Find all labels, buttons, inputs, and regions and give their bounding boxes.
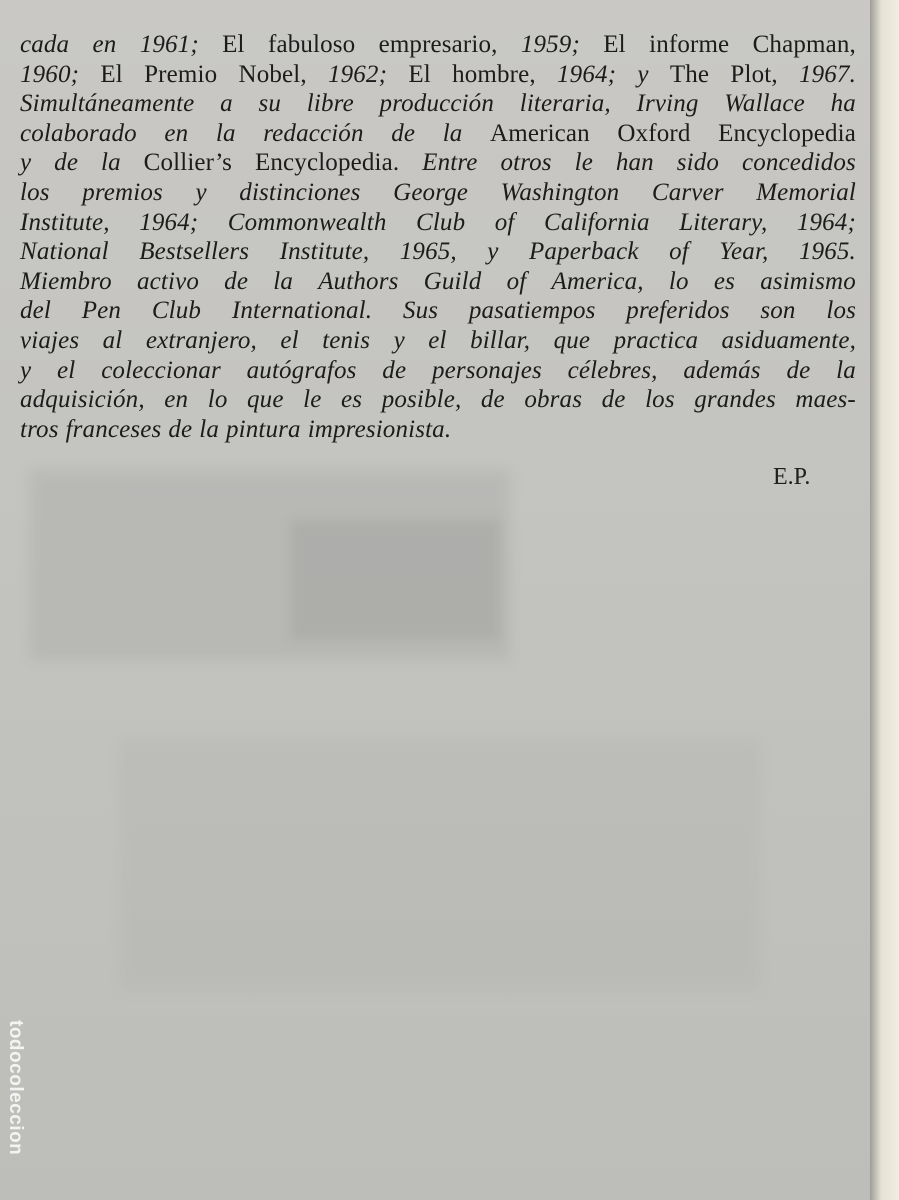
text-word: la (101, 149, 121, 177)
text-word: 1960; (20, 60, 80, 88)
text-word: Plot, (730, 60, 778, 88)
text-word: los (826, 297, 856, 325)
text-word: The (669, 60, 710, 88)
text-word: tros (20, 415, 59, 443)
text-word: preferidos (626, 297, 730, 325)
text-word: Memorial (756, 178, 856, 206)
text-word: Collier’s (143, 149, 233, 177)
text-line (20, 237, 856, 267)
text-word: distinciones (239, 178, 361, 206)
text-word: Institute, (20, 208, 110, 236)
text-word: Wallace (724, 90, 805, 118)
text-word: además (683, 356, 761, 384)
text-word: pintura (226, 415, 301, 443)
text-word: National (20, 238, 109, 266)
text-word: fabuloso (267, 31, 356, 58)
text-word: sido (676, 149, 720, 177)
text-line (20, 60, 856, 90)
text-word: los (645, 386, 675, 414)
text-word: es (341, 386, 363, 414)
text-line (20, 208, 856, 238)
text-word: y (195, 178, 207, 206)
text-word: George (393, 178, 469, 206)
text-word: of (506, 267, 527, 295)
text-word: Authors (318, 267, 399, 295)
text-word: de (480, 386, 505, 414)
text-word: en (164, 119, 189, 147)
text-line (20, 119, 856, 149)
text-word: Sus (402, 297, 439, 325)
text-word: autógrafos (246, 356, 357, 384)
text-word: que (247, 386, 284, 414)
text-word: Washington (500, 178, 620, 206)
text-word: 1965, (399, 238, 457, 266)
text-word: 1964; (139, 208, 199, 236)
text-word: literaria, (519, 90, 611, 118)
page-edge (870, 0, 899, 1200)
text-word: of (669, 238, 689, 266)
text-line (20, 89, 856, 119)
text-word: maes- (795, 386, 856, 414)
text-line (20, 30, 856, 60)
text-word: producción (379, 90, 494, 118)
text-word: redacción (263, 119, 364, 147)
text-word: a (220, 90, 233, 118)
text-word: el (428, 326, 447, 354)
text-word: Encyclopedia (718, 119, 856, 147)
text-line (20, 326, 856, 356)
text-word: que (553, 326, 591, 354)
text-word: es (713, 267, 735, 295)
text-word: al (102, 326, 123, 354)
text-word: activo (136, 267, 199, 295)
text-word: Chapman, (752, 31, 856, 58)
body-text (20, 30, 856, 444)
text-word: franceses (65, 415, 162, 443)
text-word: de (382, 356, 407, 384)
text-word: informe (649, 31, 730, 58)
text-word: la (199, 415, 220, 443)
text-word: extranjero, (145, 326, 257, 354)
text-word: Year, (719, 238, 769, 266)
text-word: en (164, 386, 189, 414)
text-word: le (574, 149, 593, 177)
text-word: El (100, 60, 123, 88)
text-word: y (20, 149, 32, 177)
text-word: cada (20, 31, 70, 58)
text-word: concedidos (741, 149, 856, 177)
text-word: International. (231, 297, 373, 325)
text-word: la (836, 356, 856, 384)
watermark-text: todocoleccion (5, 1020, 26, 1156)
text-word: otros (500, 149, 552, 177)
text-word: Institute, (279, 238, 370, 266)
text-word: en (92, 31, 117, 58)
text-word: Miembro (20, 267, 112, 295)
text-word: adquisición, (20, 386, 145, 414)
author-signature-initials: E.P. (773, 464, 811, 490)
text-word: Premio (144, 60, 218, 88)
text-word: Paperback (528, 238, 639, 266)
text-word: California (544, 208, 650, 236)
watermark (6, 1020, 36, 1190)
text-word: tenis (322, 326, 371, 354)
text-word: su (258, 90, 282, 118)
text-word: lo (207, 386, 228, 414)
text-word: de (168, 415, 193, 443)
text-word: hombre, (452, 60, 536, 88)
text-word: of (494, 208, 515, 236)
text-word: y (637, 60, 649, 88)
text-word: pasatiempos (468, 297, 596, 325)
text-word: 1962; (327, 60, 388, 88)
text-word: han (615, 149, 654, 177)
text-word: de (224, 267, 249, 295)
text-line (20, 296, 856, 326)
text-word: viajes (20, 326, 80, 354)
text-word: Irving (636, 90, 699, 118)
text-word: Guild (423, 267, 482, 295)
text-word: Pen (81, 297, 122, 325)
text-word: Bestsellers (139, 238, 250, 266)
text-word: billar, (470, 326, 531, 354)
text-word: son (760, 297, 796, 325)
text-word: posible, (381, 386, 462, 414)
text-word: colaborado (20, 119, 137, 147)
text-word: 1961; (139, 31, 199, 58)
text-line (20, 356, 856, 386)
text-word: la (215, 119, 236, 147)
text-word: Club (416, 208, 466, 236)
text-word: y (487, 238, 499, 266)
text-word: 1959; (520, 31, 580, 58)
text-word: 1965. (798, 238, 856, 266)
text-word: asimismo (760, 267, 856, 295)
text-word: el (57, 356, 76, 384)
text-word: impresionista. (307, 415, 452, 443)
text-word: personajes (432, 356, 542, 384)
text-word: asiduamente, (721, 326, 856, 354)
text-word: le (303, 386, 322, 414)
text-line (20, 385, 856, 415)
text-word: 1967. (798, 60, 856, 88)
text-word: libre (306, 90, 354, 118)
text-word: y (393, 326, 405, 354)
text-word: ha (830, 90, 856, 118)
text-word: lo (668, 267, 689, 295)
text-word: 1964; (796, 208, 856, 236)
show-through-shadow (290, 520, 500, 640)
text-word: Nobel, (238, 60, 307, 88)
text-word: El (603, 31, 626, 58)
text-word: Commonwealth (227, 208, 387, 236)
text-word: los (20, 178, 50, 206)
text-word: la (442, 119, 463, 147)
text-word: de (786, 356, 811, 384)
text-line (20, 415, 856, 445)
text-word: premios (82, 178, 163, 206)
text-word: America, (551, 267, 644, 295)
text-word: obras (524, 386, 583, 414)
text-word: Simultáneamente (20, 90, 195, 118)
text-word: empresario, (378, 31, 498, 58)
text-line (20, 267, 856, 297)
text-word: Carver (651, 178, 724, 206)
text-word: del (20, 297, 51, 325)
text-word: American (490, 119, 590, 147)
text-word: Encyclopedia. (254, 149, 400, 177)
text-word: 1964; (557, 60, 617, 88)
text-word: El (222, 31, 245, 58)
text-word: de (391, 119, 416, 147)
text-word: Entre (422, 149, 478, 177)
text-word: El (408, 60, 431, 88)
text-word: practica (613, 326, 699, 354)
text-word: el (280, 326, 299, 354)
text-line (20, 148, 856, 178)
text-word: Literary, (679, 208, 768, 236)
text-line (20, 178, 856, 208)
text-word: de (601, 386, 626, 414)
text-word: grandes (694, 386, 776, 414)
text-word: coleccionar (101, 356, 221, 384)
text-word: de (54, 149, 79, 177)
text-word: la (273, 267, 294, 295)
show-through-shadow (120, 740, 760, 990)
text-word: Club (151, 297, 202, 325)
text-word: y (20, 356, 32, 384)
text-word: Oxford (617, 119, 691, 147)
text-word: célebres, (567, 356, 658, 384)
